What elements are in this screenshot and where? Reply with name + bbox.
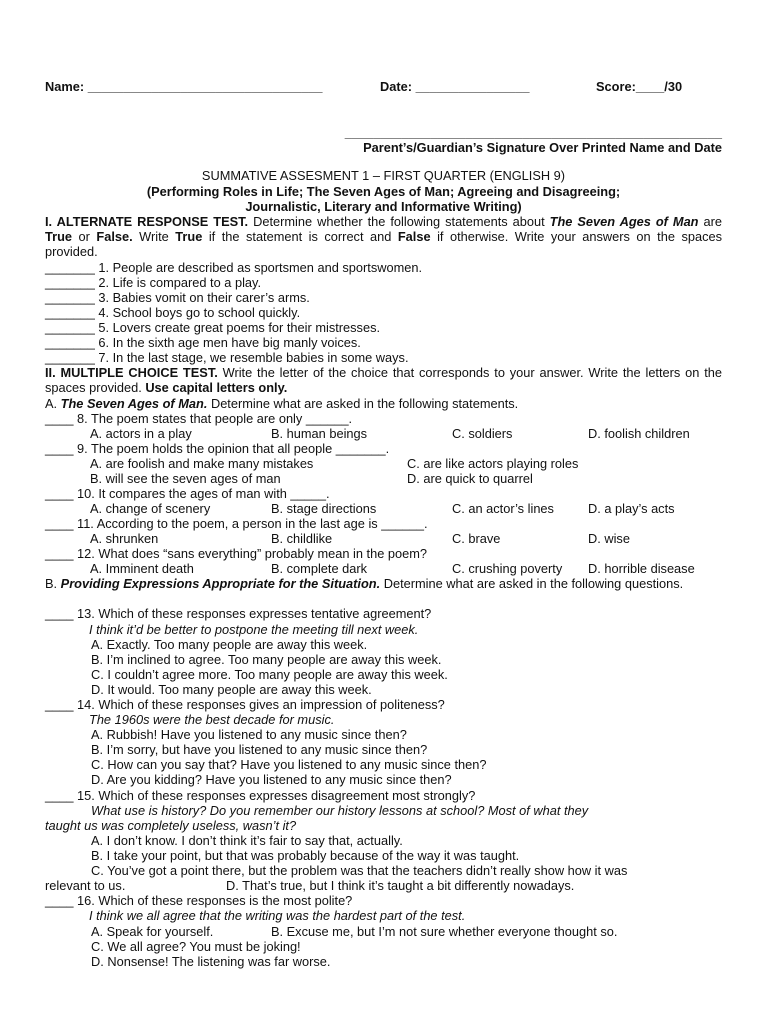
question-8-options: [45, 426, 722, 441]
q14-option-b[interactable]: B. I’m sorry, but have you listened to any music since then?: [91, 742, 428, 757]
part1-item-1[interactable]: _______ 1. People are described as sportsmen and sportswomen.: [45, 260, 423, 275]
q13-option-c[interactable]: C. I couldn’t agree more. Too many people are away this week.: [91, 667, 448, 682]
q11-option-a[interactable]: A. shrunken: [90, 531, 159, 546]
part1-item-7[interactable]: _______ 7. In the last stage, we resemble babies in some ways.: [45, 350, 409, 365]
q14-option-c[interactable]: C. How can you say that? Have you listened to any music since then?: [91, 757, 487, 772]
q8-option-b[interactable]: B. human beings: [271, 426, 368, 441]
score-field[interactable]: Score:____/30: [596, 79, 683, 94]
q13-option-b[interactable]: B. I’m inclined to agree. Too many people are away this week.: [91, 652, 442, 667]
question-12[interactable]: ____ 12. What does “sans everything” probably mean in the poem?: [45, 546, 428, 561]
question-13-prompt: I think it’d be better to postpone the meeting till next week.: [89, 622, 419, 637]
signature-line[interactable]: _____________________________________________________: [344, 125, 722, 140]
q14-option-a[interactable]: A. Rubbish! Have you listened to any music since then?: [91, 727, 407, 742]
q15-option-a[interactable]: A. I don’t know. I don’t think it’s fair to say that, actually.: [91, 833, 403, 848]
q16-option-c[interactable]: C. We all agree? You must be joking!: [91, 939, 301, 954]
q9-option-b[interactable]: B. will see the seven ages of man: [90, 471, 281, 486]
q15-option-row: [45, 878, 722, 893]
question-15-prompt-line2: taught us was completely useless, wasn’t it?: [45, 818, 297, 833]
question-9-options-row2: [45, 471, 722, 486]
q12-option-c[interactable]: C. crushing poverty: [452, 561, 563, 576]
q10-option-a[interactable]: A. change of scenery: [90, 501, 211, 516]
question-16-options-row1: [45, 924, 722, 939]
part1-item-6[interactable]: _______ 6. In the sixth age men have big manly voices.: [45, 335, 361, 350]
q8-option-a[interactable]: A. actors in a play: [90, 426, 192, 441]
q16-option-b[interactable]: B. Excuse me, but I’m not sure whether everyone thought so.: [271, 924, 618, 939]
q9-option-c[interactable]: C. are like actors playing roles: [407, 456, 579, 471]
question-9[interactable]: ____ 9. The poem holds the opinion that all people _______.: [45, 441, 390, 456]
question-12-options: [45, 561, 722, 576]
page-subtitle-2: Journalistic, Literary and Informative Writing): [245, 199, 522, 214]
part1-item-3[interactable]: _______ 3. Babies vomit on their carer’s arms.: [45, 290, 310, 305]
q13-option-d[interactable]: D. It would. Too many people are away this week.: [91, 682, 372, 697]
question-10[interactable]: ____ 10. It compares the ages of man with _____.: [45, 486, 330, 501]
q11-option-d[interactable]: D. wise: [588, 531, 630, 546]
q9-option-a[interactable]: A. are foolish and make many mistakes: [90, 456, 314, 471]
q16-option-a[interactable]: A. Speak for yourself.: [91, 924, 214, 939]
q11-option-c[interactable]: C. brave: [452, 531, 501, 546]
question-11[interactable]: ____ 11. According to the poem, a person in the last age is ______.: [45, 516, 428, 531]
section-a-heading: A. The Seven Ages of Man. Determine what are asked in the following statements.: [45, 396, 519, 411]
q12-option-d[interactable]: D. horrible disease: [588, 561, 695, 576]
q10-option-c[interactable]: C. an actor’s lines: [452, 501, 554, 516]
q8-option-d[interactable]: D. foolish children: [588, 426, 690, 441]
q15-option-c-continued: relevant to us.: [45, 878, 126, 893]
question-15-prompt-line1: What use is history? Do you remember our history lessons at school? Most of what they: [91, 803, 589, 818]
q10-option-d[interactable]: D. a play’s acts: [588, 501, 675, 516]
question-11-options: [45, 531, 722, 546]
worksheet-page: [45, 0, 722, 1024]
question-10-options: [45, 501, 722, 516]
date-field[interactable]: Date: ________________: [380, 79, 530, 94]
question-14[interactable]: ____ 14. Which of these responses gives an impression of politeness?: [45, 697, 445, 712]
part1-item-5[interactable]: _______ 5. Lovers create great poems for their mistresses.: [45, 320, 381, 335]
part1-item-4[interactable]: _______ 4. School boys go to school quickly.: [45, 305, 301, 320]
q14-option-d[interactable]: D. Are you kidding? Have you listened to any music since then?: [91, 772, 452, 787]
page-subtitle-1: (Performing Roles in Life; The Seven Ages of Man; Agreeing and Disagreeing;: [146, 184, 621, 199]
q12-option-a[interactable]: A. Imminent death: [90, 561, 194, 576]
question-16[interactable]: ____ 16. Which of these responses is the most polite?: [45, 893, 353, 908]
name-field[interactable]: Name: _________________________________: [45, 79, 323, 94]
q9-option-d[interactable]: D. are quick to quarrel: [407, 471, 533, 486]
q16-option-d[interactable]: D. Nonsense! The listening was far worse.: [91, 954, 331, 969]
q15-option-c[interactable]: C. You’ve got a point there, but the problem was that the teachers didn’t really show how it was: [91, 863, 628, 878]
question-16-prompt: I think we all agree that the writing was the hardest part of the test.: [89, 908, 466, 923]
q15-option-d[interactable]: D. That’s true, but I think it’s taught a bit differently nowadays.: [226, 878, 575, 893]
part1-item-2[interactable]: _______ 2. Life is compared to a play.: [45, 275, 262, 290]
question-14-prompt: The 1960s were the best decade for music.: [89, 712, 335, 727]
q12-option-b[interactable]: B. complete dark: [271, 561, 368, 576]
question-15[interactable]: ____ 15. Which of these responses expresses disagreement most strongly?: [45, 788, 476, 803]
q15-option-b[interactable]: B. I take your point, but that was probably because of the way it was taught.: [91, 848, 520, 863]
page-title: SUMMATIVE ASSESMENT 1 – FIRST QUARTER (ENGLISH 9): [201, 168, 566, 183]
q10-option-b[interactable]: B. stage directions: [271, 501, 377, 516]
question-9-options-row1: [45, 456, 722, 471]
q11-option-b[interactable]: B. childlike: [271, 531, 333, 546]
part2-instructions: II. MULTIPLE CHOICE TEST. Write the letter of the choice that corresponds to your answer. Write the letters on the spaces provided. Use capital letters only.: [45, 365, 722, 395]
part1-instructions: I. ALTERNATE RESPONSE TEST. Determine whether the following statements about The Seven Ages of Man are True or False. Write True if the statement is correct and False if otherwise. Write your answers on the spaces provided.: [45, 214, 722, 259]
q13-option-a[interactable]: A. Exactly. Too many people are away this week.: [91, 637, 368, 652]
q8-option-c[interactable]: C. soldiers: [452, 426, 513, 441]
question-13[interactable]: ____ 13. Which of these responses expresses tentative agreement?: [45, 606, 432, 621]
section-b-heading: B. Providing Expressions Appropriate for the Situation. Determine what are asked in the following questions.: [45, 576, 684, 591]
question-8[interactable]: ____ 8. The poem states that people are only ______.: [45, 411, 353, 426]
signature-caption: Parent’s/Guardian’s Signature Over Printed Name and Date: [363, 140, 722, 155]
